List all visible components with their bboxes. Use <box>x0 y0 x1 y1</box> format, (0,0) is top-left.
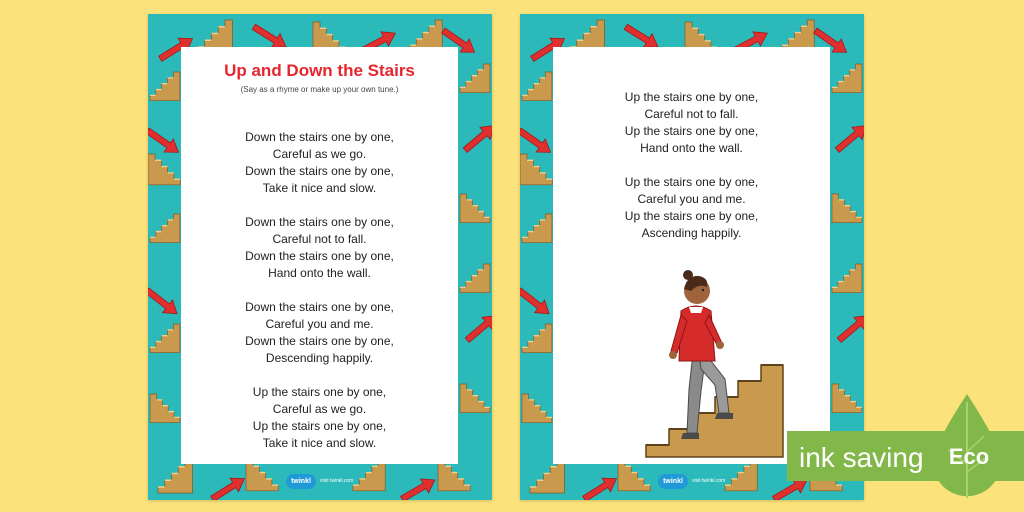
verse-line: Ascending happily. <box>641 226 742 240</box>
verse-line: Careful you and me. <box>265 317 374 331</box>
verse-line: Careful not to fall. <box>644 107 739 121</box>
left-page <box>148 14 492 500</box>
verse-list <box>553 89 830 259</box>
verse-line: Down the stairs one by one, <box>245 334 394 348</box>
verse-line: Down the stairs one by one, <box>245 300 394 314</box>
verse-list <box>181 129 458 469</box>
verse-line: Down the stairs one by one, <box>245 249 394 263</box>
verse <box>181 129 458 197</box>
ink-saving-label: ink saving <box>799 442 924 473</box>
verse-line: Careful you and me. <box>637 192 746 206</box>
verse-line: Down the stairs one by one, <box>245 164 394 178</box>
verse-line: Descending happily. <box>265 351 374 365</box>
page-footer <box>658 472 725 490</box>
verse-line: Up the stairs one by one, <box>252 385 387 399</box>
verse-line: Take it nice and slow. <box>262 436 377 450</box>
verse-line: Hand onto the wall. <box>640 141 743 155</box>
verse-line: Down the stairs one by one, <box>245 215 394 229</box>
verse <box>181 384 458 452</box>
verse-line: Up the stairs one by one, <box>252 419 387 433</box>
verse <box>181 299 458 367</box>
footer-text: visit twinkl.com <box>320 478 354 484</box>
ink-saving-eco-badge <box>787 392 1024 502</box>
verse-line: Hand onto the wall. <box>268 266 371 280</box>
twinkl-logo: twinkl <box>658 474 688 489</box>
child-climbing-stairs-illustration <box>641 261 791 461</box>
verse-line: Up the stairs one by one, <box>624 90 759 104</box>
verse-line: Careful as we go. <box>272 402 367 416</box>
verse <box>553 89 830 157</box>
page-title: Up and Down the Stairs <box>224 61 415 80</box>
page-footer <box>286 472 353 490</box>
verse-line: Up the stairs one by one, <box>624 124 759 138</box>
rhyme-panel <box>181 47 458 464</box>
eco-label: Eco <box>948 444 990 469</box>
verse-line: Take it nice and slow. <box>262 181 377 195</box>
verse-line: Careful not to fall. <box>272 232 367 246</box>
verse-line: Up the stairs one by one, <box>624 209 759 223</box>
verse-line: Down the stairs one by one, <box>245 130 394 144</box>
footer-text: visit twinkl.com <box>692 478 726 484</box>
twinkl-logo: twinkl <box>286 474 316 489</box>
verse-line: Careful as we go. <box>272 147 367 161</box>
page-subtitle: (Say as a rhyme or make up your own tune.) <box>240 85 399 94</box>
verse-line: Up the stairs one by one, <box>624 175 759 189</box>
verse <box>553 174 830 242</box>
verse <box>181 214 458 282</box>
